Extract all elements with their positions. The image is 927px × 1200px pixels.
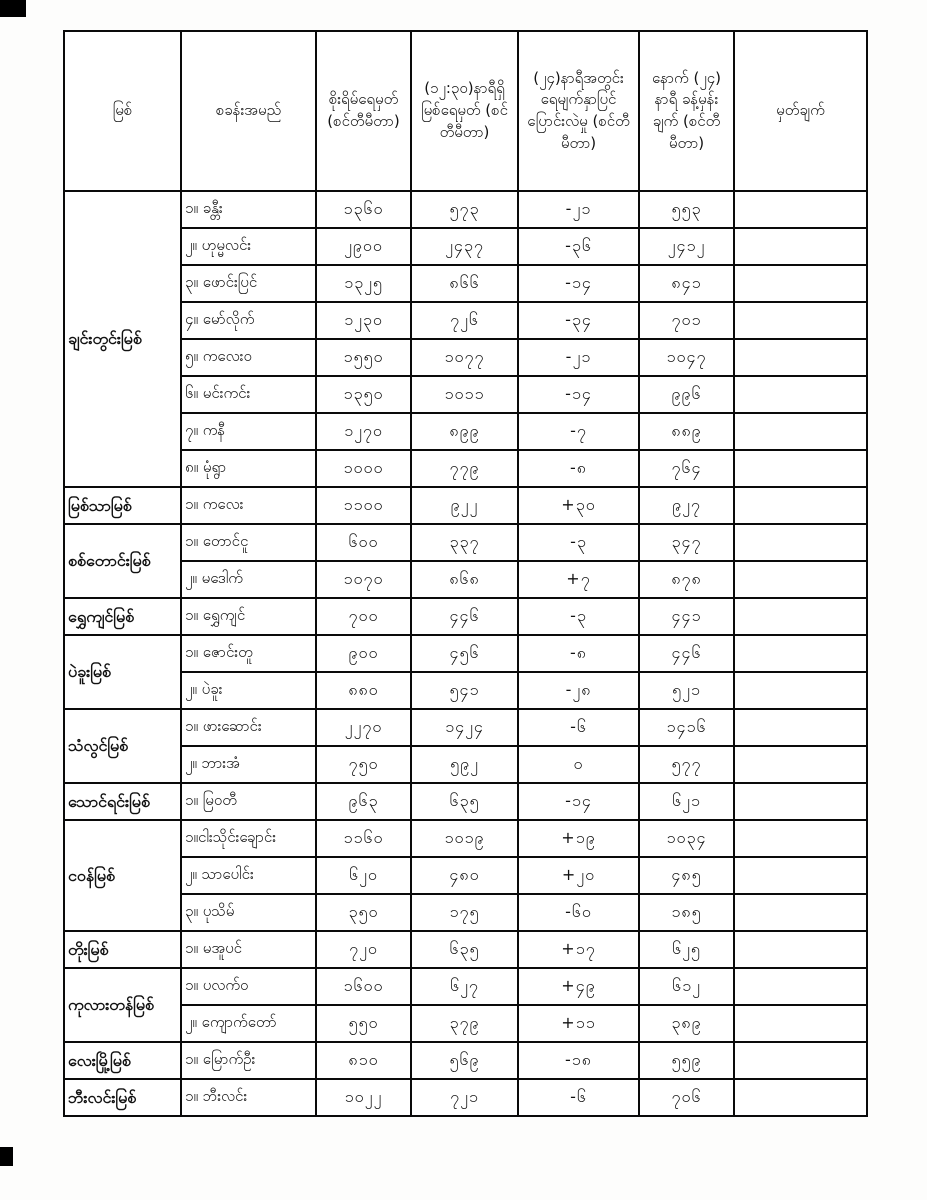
danger-level-cell: ၆၀၀	[316, 524, 411, 561]
current-level-cell: ၄၄၆	[411, 598, 518, 635]
current-level-cell: ၅၆၉	[411, 1042, 518, 1079]
table-row	[64, 672, 867, 709]
river-name-cell: ငဝန်မြစ်	[64, 820, 181, 931]
table-row	[64, 524, 867, 561]
danger-level-cell: ၇၅၀	[316, 746, 411, 783]
table-row	[64, 302, 867, 339]
danger-level-cell: ၁၂၃၀	[316, 302, 411, 339]
danger-level-cell: ၃၅၀	[316, 894, 411, 931]
table-row	[64, 228, 867, 265]
danger-level-cell: ၁၃၅၀	[316, 376, 411, 413]
current-level-cell: ၁၀၁၁	[411, 376, 518, 413]
station-name-cell: ၁။ မြဝတီ	[181, 783, 316, 820]
level-change-cell: -၃၄	[518, 302, 639, 339]
remark-cell	[734, 302, 867, 339]
table-row	[64, 1079, 867, 1116]
level-change-cell: +၇	[518, 561, 639, 598]
river-name-cell: လေးမြို့မြစ်	[64, 1042, 181, 1079]
remark-cell	[734, 1042, 867, 1079]
danger-level-cell: ၅၅၀	[316, 1005, 411, 1042]
table-row	[64, 487, 867, 524]
station-name-cell: ၁။ မြောက်ဦး	[181, 1042, 316, 1079]
col-header-current: (၁၂:၃၀)နာရီရှိ မြစ်ရေမှတ် (စင်တီမီတာ)	[411, 31, 518, 191]
remark-cell	[734, 857, 867, 894]
danger-level-cell: ၇၀၀	[316, 598, 411, 635]
danger-level-cell: ၁၃၂၅	[316, 265, 411, 302]
table-row	[64, 968, 867, 1005]
river-name-cell: တိုးမြစ်	[64, 931, 181, 968]
station-name-cell: ၈။ မုံရွာ	[181, 450, 316, 487]
col-header-remark: မှတ်ချက်	[734, 31, 867, 191]
forecast-level-cell: ၅၇၇	[639, 746, 734, 783]
danger-level-cell: ၈၈၀	[316, 672, 411, 709]
danger-level-cell: ၂၂၇၀	[316, 709, 411, 746]
remark-cell	[734, 635, 867, 672]
station-name-cell: ၁။ တောင်ငူ	[181, 524, 316, 561]
remark-cell	[734, 894, 867, 931]
table-row	[64, 783, 867, 820]
level-change-cell: -၆	[518, 709, 639, 746]
current-level-cell: ၈၆၈	[411, 561, 518, 598]
level-change-cell: -၁၄	[518, 783, 639, 820]
danger-level-cell: ၉၀၀	[316, 635, 411, 672]
table-row	[64, 894, 867, 931]
table-row	[64, 635, 867, 672]
level-change-cell: +၄၉	[518, 968, 639, 1005]
remark-cell	[734, 228, 867, 265]
current-level-cell: ၁၀၁၉	[411, 820, 518, 857]
river-level-table	[63, 30, 868, 1117]
danger-level-cell: ၁၀၂၂	[316, 1079, 411, 1116]
level-change-cell: +၃၀	[518, 487, 639, 524]
forecast-level-cell: ၆၂၅	[639, 931, 734, 968]
level-change-cell: -၆၀	[518, 894, 639, 931]
station-name-cell: ၁။ ဘီးလင်း	[181, 1079, 316, 1116]
col-header-station: စခန်းအမည်	[181, 31, 316, 191]
remark-cell	[734, 746, 867, 783]
remark-cell	[734, 265, 867, 302]
danger-level-cell: ၁၁၀၀	[316, 487, 411, 524]
remark-cell	[734, 450, 867, 487]
table-row	[64, 450, 867, 487]
col-header-change: (၂၄)နာရီအတွင်း ရေမျက်နှာပြင် ပြောင်းလဲမှု (စင်တီမီတာ)	[518, 31, 639, 191]
station-name-cell: ၁။ ခန္တီး	[181, 191, 316, 228]
river-name-cell: ချင်းတွင်းမြစ်	[64, 191, 181, 487]
river-name-cell: စစ်တောင်းမြစ်	[64, 524, 181, 598]
level-change-cell: -၆	[518, 1079, 639, 1116]
level-change-cell: -၈	[518, 635, 639, 672]
current-level-cell: ၁၇၅	[411, 894, 518, 931]
col-header-danger: စိုးရိမ်ရေမှတ် (စင်တီမီတာ)	[316, 31, 411, 191]
table-row	[64, 1042, 867, 1079]
forecast-level-cell: ၅၅၃	[639, 191, 734, 228]
current-level-cell: ၆၃၅	[411, 783, 518, 820]
current-level-cell: ၇၂၆	[411, 302, 518, 339]
forecast-level-cell: ၃၈၉	[639, 1005, 734, 1042]
current-level-cell: ၁၀၇၇	[411, 339, 518, 376]
danger-level-cell: ၁၆၀၀	[316, 968, 411, 1005]
forecast-level-cell: ၆၁၂	[639, 968, 734, 1005]
station-name-cell: ၁။ ရွှေကျင်	[181, 598, 316, 635]
scan-artifact-bottom-left	[0, 1147, 13, 1166]
forecast-level-cell: ၄၄၁	[639, 598, 734, 635]
current-level-cell: ၃၃၇	[411, 524, 518, 561]
level-change-cell: -၇	[518, 413, 639, 450]
level-change-cell: -၂၁	[518, 191, 639, 228]
danger-level-cell: ၁၂၇၀	[316, 413, 411, 450]
current-level-cell: ၁၄၂၄	[411, 709, 518, 746]
level-change-cell: +၁၇	[518, 931, 639, 968]
station-name-cell: ၂။ ဘားအံ	[181, 746, 316, 783]
forecast-level-cell: ၇၆၄	[639, 450, 734, 487]
current-level-cell: ၈၉၉	[411, 413, 518, 450]
remark-cell	[734, 524, 867, 561]
remark-cell	[734, 709, 867, 746]
station-name-cell: ၁။ မအူပင်	[181, 931, 316, 968]
table-row	[64, 931, 867, 968]
danger-level-cell: ၂၉၀၀	[316, 228, 411, 265]
current-level-cell: ၅၇၃	[411, 191, 518, 228]
table-row	[64, 265, 867, 302]
station-name-cell: ၁။ ဇောင်းတူ	[181, 635, 316, 672]
forecast-level-cell: ၁၄၁၆	[639, 709, 734, 746]
river-name-cell: မြစ်သာမြစ်	[64, 487, 181, 524]
level-change-cell: ၀	[518, 746, 639, 783]
station-name-cell: ၁။ ဖားဆောင်း	[181, 709, 316, 746]
remark-cell	[734, 598, 867, 635]
level-change-cell: -၃	[518, 524, 639, 561]
level-change-cell: -၁၄	[518, 265, 639, 302]
river-name-cell: သံလွင်မြစ်	[64, 709, 181, 783]
level-change-cell: -၁၈	[518, 1042, 639, 1079]
level-change-cell: -၂၁	[518, 339, 639, 376]
table-row	[64, 746, 867, 783]
remark-cell	[734, 931, 867, 968]
station-name-cell: ၂။ ပဲခူး	[181, 672, 316, 709]
forecast-level-cell: ၆၂၁	[639, 783, 734, 820]
current-level-cell: ၈၆၆	[411, 265, 518, 302]
station-name-cell: ၆။ မင်းကင်း	[181, 376, 316, 413]
table-body	[64, 191, 867, 1116]
current-level-cell: ၂၄၃၇	[411, 228, 518, 265]
remark-cell	[734, 376, 867, 413]
level-change-cell: +၁၉	[518, 820, 639, 857]
level-change-cell: +၁၁	[518, 1005, 639, 1042]
current-level-cell: ၆၂၇	[411, 968, 518, 1005]
table-row	[64, 561, 867, 598]
current-level-cell: ၄၈၀	[411, 857, 518, 894]
table-row	[64, 339, 867, 376]
remark-cell	[734, 191, 867, 228]
forecast-level-cell: ၂၄၁၂	[639, 228, 734, 265]
remark-cell	[734, 968, 867, 1005]
remark-cell	[734, 561, 867, 598]
current-level-cell: ၆၃၅	[411, 931, 518, 968]
level-change-cell: -၃၆	[518, 228, 639, 265]
station-name-cell: ၂။ ကျောက်တော်	[181, 1005, 316, 1042]
remark-cell	[734, 820, 867, 857]
river-name-cell: ပဲခူးမြစ်	[64, 635, 181, 709]
station-name-cell: ၇။ ကနီ	[181, 413, 316, 450]
danger-level-cell: ၁၀၀၀	[316, 450, 411, 487]
current-level-cell: ၇၂၁	[411, 1079, 518, 1116]
level-change-cell: +၂၀	[518, 857, 639, 894]
header-row	[64, 31, 867, 191]
danger-level-cell: ၁၁၆၀	[316, 820, 411, 857]
forecast-level-cell: ၈၈၉	[639, 413, 734, 450]
forecast-level-cell: ၁၀၄၇	[639, 339, 734, 376]
danger-level-cell: ၇၂၀	[316, 931, 411, 968]
river-name-cell: ရွှေကျင်မြစ်	[64, 598, 181, 635]
danger-level-cell: ၆၂၀	[316, 857, 411, 894]
danger-level-cell: ၁၅၅၀	[316, 339, 411, 376]
scan-artifact-top-left	[0, 0, 26, 17]
remark-cell	[734, 783, 867, 820]
table-row	[64, 1005, 867, 1042]
level-change-cell: -၈	[518, 450, 639, 487]
forecast-level-cell: ၇၀၆	[639, 1079, 734, 1116]
forecast-level-cell: ၉၂၇	[639, 487, 734, 524]
forecast-level-cell: ၇၀၁	[639, 302, 734, 339]
station-name-cell: ၁။ ကလေး	[181, 487, 316, 524]
table-row	[64, 376, 867, 413]
table-row	[64, 413, 867, 450]
danger-level-cell: ၉၆၃	[316, 783, 411, 820]
forecast-level-cell: ၃၄၇	[639, 524, 734, 561]
level-change-cell: -၂၈	[518, 672, 639, 709]
forecast-level-cell: ၈၇၈	[639, 561, 734, 598]
table-row	[64, 191, 867, 228]
danger-level-cell: ၈၁၀	[316, 1042, 411, 1079]
river-name-cell: ဘီးလင်းမြစ်	[64, 1079, 181, 1116]
current-level-cell: ၄၅၆	[411, 635, 518, 672]
danger-level-cell: ၁၀၇၀	[316, 561, 411, 598]
forecast-level-cell: ၉၉၆	[639, 376, 734, 413]
station-name-cell: ၃။ ဖောင်းပြင်	[181, 265, 316, 302]
table-header	[64, 31, 867, 191]
remark-cell	[734, 1079, 867, 1116]
level-change-cell: -၁၄	[518, 376, 639, 413]
station-name-cell: ၂။ မဒေါက်	[181, 561, 316, 598]
remark-cell	[734, 672, 867, 709]
col-header-forecast: နောက် (၂၄) နာရီ ခန့်မှန်းချက် (စင်တီမီတာ)	[639, 31, 734, 191]
river-name-cell: ကုလားတန်မြစ်	[64, 968, 181, 1042]
station-name-cell: ၁။ငါးသိုင်းချောင်း	[181, 820, 316, 857]
table-row	[64, 820, 867, 857]
forecast-level-cell: ၄၄၆	[639, 635, 734, 672]
station-name-cell: ၂။ ဟုမ္မလင်း	[181, 228, 316, 265]
remark-cell	[734, 487, 867, 524]
forecast-level-cell: ၁၈၅	[639, 894, 734, 931]
forecast-level-cell: ၈၄၁	[639, 265, 734, 302]
remark-cell	[734, 413, 867, 450]
current-level-cell: ၇၇၉	[411, 450, 518, 487]
current-level-cell: ၃၇၉	[411, 1005, 518, 1042]
current-level-cell: ၉၂၂	[411, 487, 518, 524]
forecast-level-cell: ၅၅၉	[639, 1042, 734, 1079]
station-name-cell: ၃။ ပုသိမ်	[181, 894, 316, 931]
remark-cell	[734, 1005, 867, 1042]
station-name-cell: ၁။ ပလက်ဝ	[181, 968, 316, 1005]
table-row	[64, 598, 867, 635]
current-level-cell: ၅၉၂	[411, 746, 518, 783]
forecast-level-cell: ၄၈၅	[639, 857, 734, 894]
table-row	[64, 857, 867, 894]
level-change-cell: -၃	[518, 598, 639, 635]
forecast-level-cell: ၁၀၃၄	[639, 820, 734, 857]
danger-level-cell: ၁၃၆၀	[316, 191, 411, 228]
river-name-cell: သောင်ရင်းမြစ်	[64, 783, 181, 820]
station-name-cell: ၅။ ကလေးဝ	[181, 339, 316, 376]
station-name-cell: ၂။ သာပေါင်း	[181, 857, 316, 894]
forecast-level-cell: ၅၂၁	[639, 672, 734, 709]
remark-cell	[734, 339, 867, 376]
col-header-river: မြစ်	[64, 31, 181, 191]
current-level-cell: ၅၄၁	[411, 672, 518, 709]
table-row	[64, 709, 867, 746]
station-name-cell: ၄။ မော်လိုက်	[181, 302, 316, 339]
